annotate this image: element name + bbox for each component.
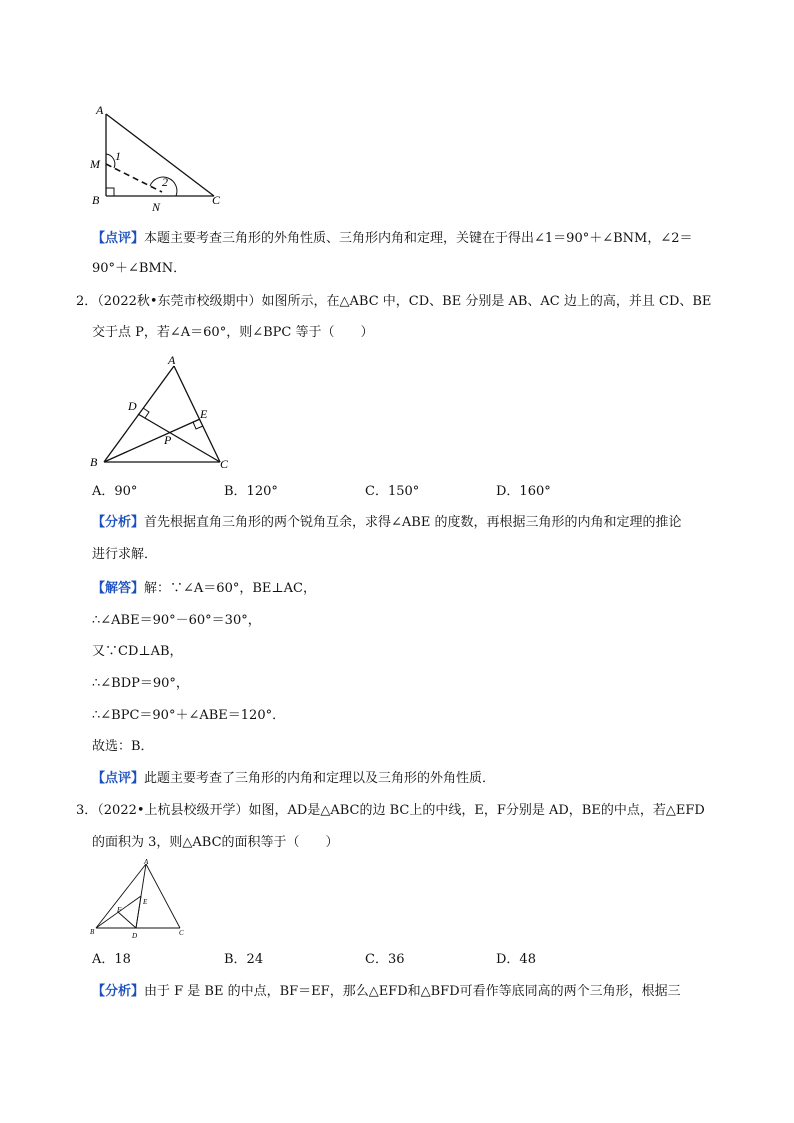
label-f: F [117, 906, 122, 914]
label-angle-2: 2 [162, 175, 168, 189]
analysis-tag: 【分析】 [92, 984, 145, 999]
q2-answer-step5: ∴∠BPC＝90°＋∠ABE＝120°． [92, 708, 286, 723]
q2-option-c: C．150° [365, 484, 420, 499]
label-d: D [128, 399, 137, 413]
right-angle-mark [106, 188, 114, 196]
figure-triangle-median [88, 856, 198, 944]
altitude-be [104, 419, 200, 462]
label-p: P [164, 433, 172, 447]
comment-text: 本题主要考查三角形的外角性质、三角形内角和定理，关键在于得出∠1＝90°＋∠BNM，∠2＝ [144, 231, 693, 246]
label-c: C [220, 457, 229, 471]
segment-ac [106, 114, 214, 196]
q2-answer-step3: 又∵CD⊥AB， [92, 644, 183, 659]
right-angle-mark-d [143, 408, 149, 418]
q2-option-b: B．120° [224, 484, 278, 499]
analysis-text: 首先根据直角三角形的两个锐角互余，求得∠ABE 的度数，再根据三角形的内角和定理的推论 [144, 515, 682, 530]
label-e: E [143, 898, 148, 906]
label-n: N [152, 200, 161, 214]
q3-option-a: A．18 [92, 952, 131, 967]
label-a: A [168, 353, 176, 367]
q2-answer-step4: ∴∠BDP＝90°， [92, 676, 189, 691]
label-c: C [212, 193, 221, 207]
comment1-line2: 90°＋∠BMN． [92, 261, 187, 276]
q2-stem-line1: 2．（2022秋•东莞市校级期中）如图所示，在△ABC 中，CD、BE 分别是 AB、AC 边上的高，并且 CD、BE [76, 294, 712, 309]
segment-ac [174, 366, 220, 462]
label-angle-1: 1 [115, 149, 121, 163]
label-b: B [90, 455, 98, 469]
q2-answer-line1 [92, 580, 316, 598]
label-e: E [200, 407, 208, 421]
label-d: D [132, 932, 138, 940]
figure-triangle-altitudes [86, 352, 246, 474]
comment-text: 此题主要考查了三角形的内角和定理以及三角形的外角性质． [144, 771, 496, 786]
segment-ac [146, 864, 180, 928]
analysis-tag: 【分析】 [92, 515, 145, 530]
label-a: A [96, 103, 104, 117]
q2-option-d: D．160° [496, 484, 551, 499]
q2-option-a: A．90° [92, 484, 138, 499]
segment-fd [118, 912, 136, 928]
q3-option-b: B．24 [224, 952, 264, 967]
q2-answer-step6: 故选：B． [92, 739, 154, 754]
label-c: C [179, 929, 184, 937]
comment1-line1 [92, 230, 693, 248]
q2-answer-step2: ∴∠ABE＝90°－60°＝30°， [92, 613, 261, 628]
segment-ed [136, 896, 141, 928]
label-b: B [92, 193, 100, 207]
comment-tag: 【点评】 [92, 231, 145, 246]
q2-analysis-line2: 进行求解． [92, 547, 158, 562]
label-a: A [144, 858, 149, 866]
comment-tag: 【点评】 [92, 771, 145, 786]
q3-stem-line1: 3．（2022•上杭县校级开学）如图，AD是△ABC的边 BC上的中线，E，F分别是 AD，BE的中点，若△EFD [76, 803, 705, 818]
segment-ab [96, 864, 146, 928]
q3-option-d: D．48 [496, 952, 536, 967]
label-b: B [90, 928, 95, 936]
answer-step: 解：∵∠A＝60°，BE⊥AC， [144, 581, 316, 596]
q3-option-c: C．36 [365, 952, 405, 967]
label-m: M [90, 157, 100, 171]
q2-analysis-line1 [92, 514, 681, 532]
q3-stem-line2: 的面积为 3，则△ABC的面积等于（ ） [92, 835, 339, 850]
answer-tag: 【解答】 [92, 581, 145, 596]
figure-right-triangle [84, 100, 244, 215]
q2-stem-line2: 交于点 P，若∠A＝60°，则∠BPC 等于（ ） [92, 325, 374, 340]
altitude-cd [138, 414, 220, 462]
analysis-text: 由于 F 是 BE 的中点，BF＝EF，那么△EFD和△BFD可看作等底同高的两个三角形，根据三 [144, 984, 681, 999]
q3-analysis-line1 [92, 983, 681, 1001]
q2-comment [92, 770, 495, 788]
